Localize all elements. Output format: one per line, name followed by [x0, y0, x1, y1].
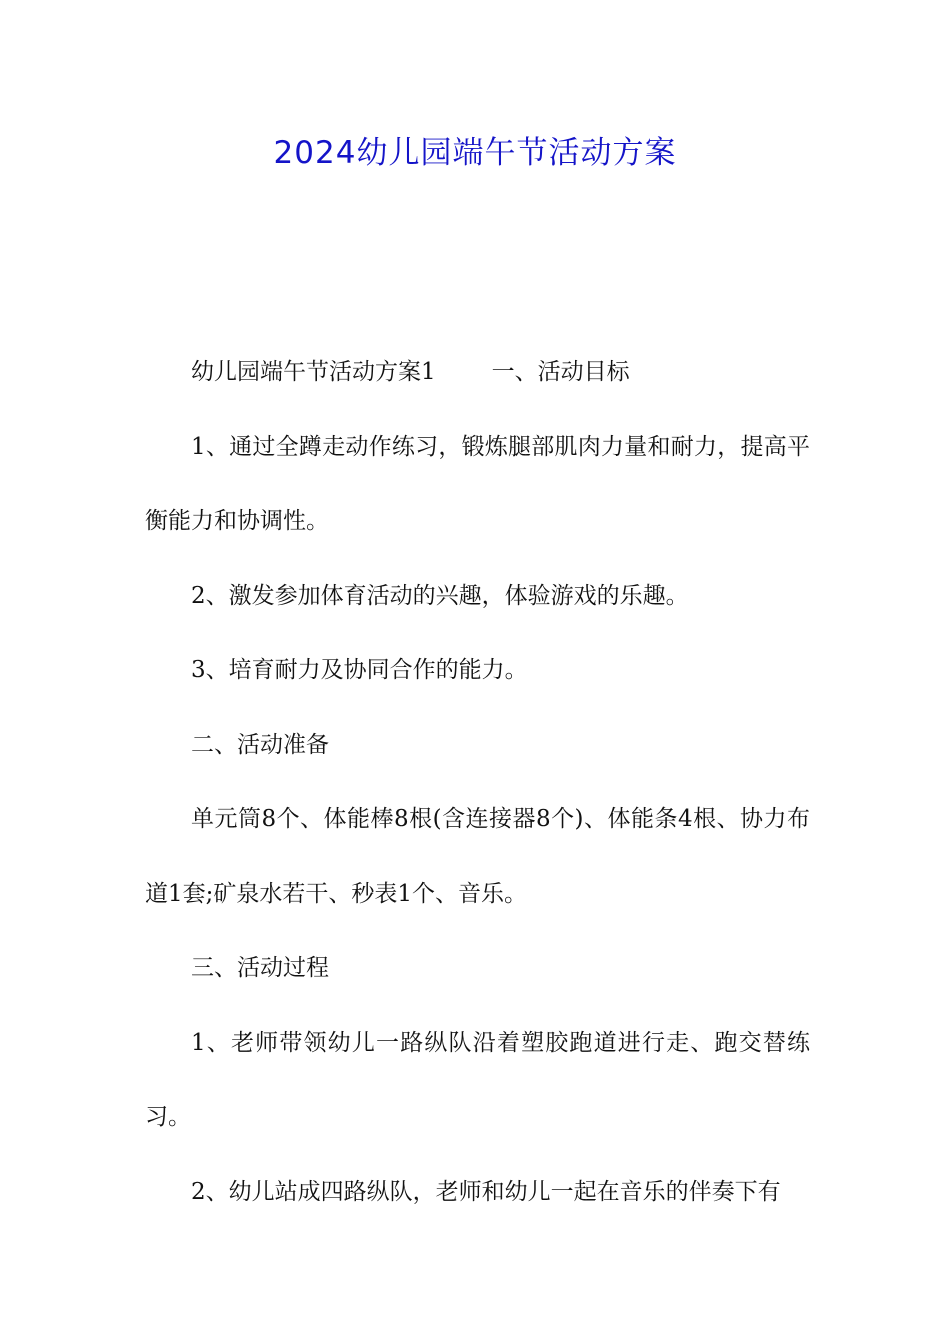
paragraph-1 [145, 335, 810, 410]
section-heading-lead: 幼儿园端午节活动方案1 [191, 359, 436, 385]
document-title: 2024幼儿园端午节活动方案 [273, 135, 677, 171]
paragraph-2: 1、通过全蹲走动作练习，锻炼腿部肌肉力量和耐力，提高平衡能力和协调性。 [145, 433, 810, 534]
paragraph-9: 2、幼儿站成四路纵队，老师和幼儿一起在音乐的伴奏下有 [191, 1178, 781, 1205]
section-heading-goals: 一、活动目标 [491, 359, 630, 385]
paragraph-4: 3、培育耐力及协同合作的能力。 [191, 657, 528, 683]
paragraph-5: 二、活动准备 [191, 731, 329, 758]
paragraph-8: 1、老师带领幼儿一路纵队沿着塑胶跑道进行走、跑交替练习。 [145, 1029, 810, 1130]
document-body [145, 335, 810, 1229]
paragraph-6: 单元筒8个、体能棒8根(含连接器8个)、体能条4根、协力布道1套;矿泉水若干、秒表1个、音乐。 [145, 806, 810, 907]
paragraph-7: 三、活动过程 [191, 955, 329, 981]
paragraph-3: 2、激发参加体育活动的兴趣，体验游戏的乐趣。 [191, 582, 689, 609]
